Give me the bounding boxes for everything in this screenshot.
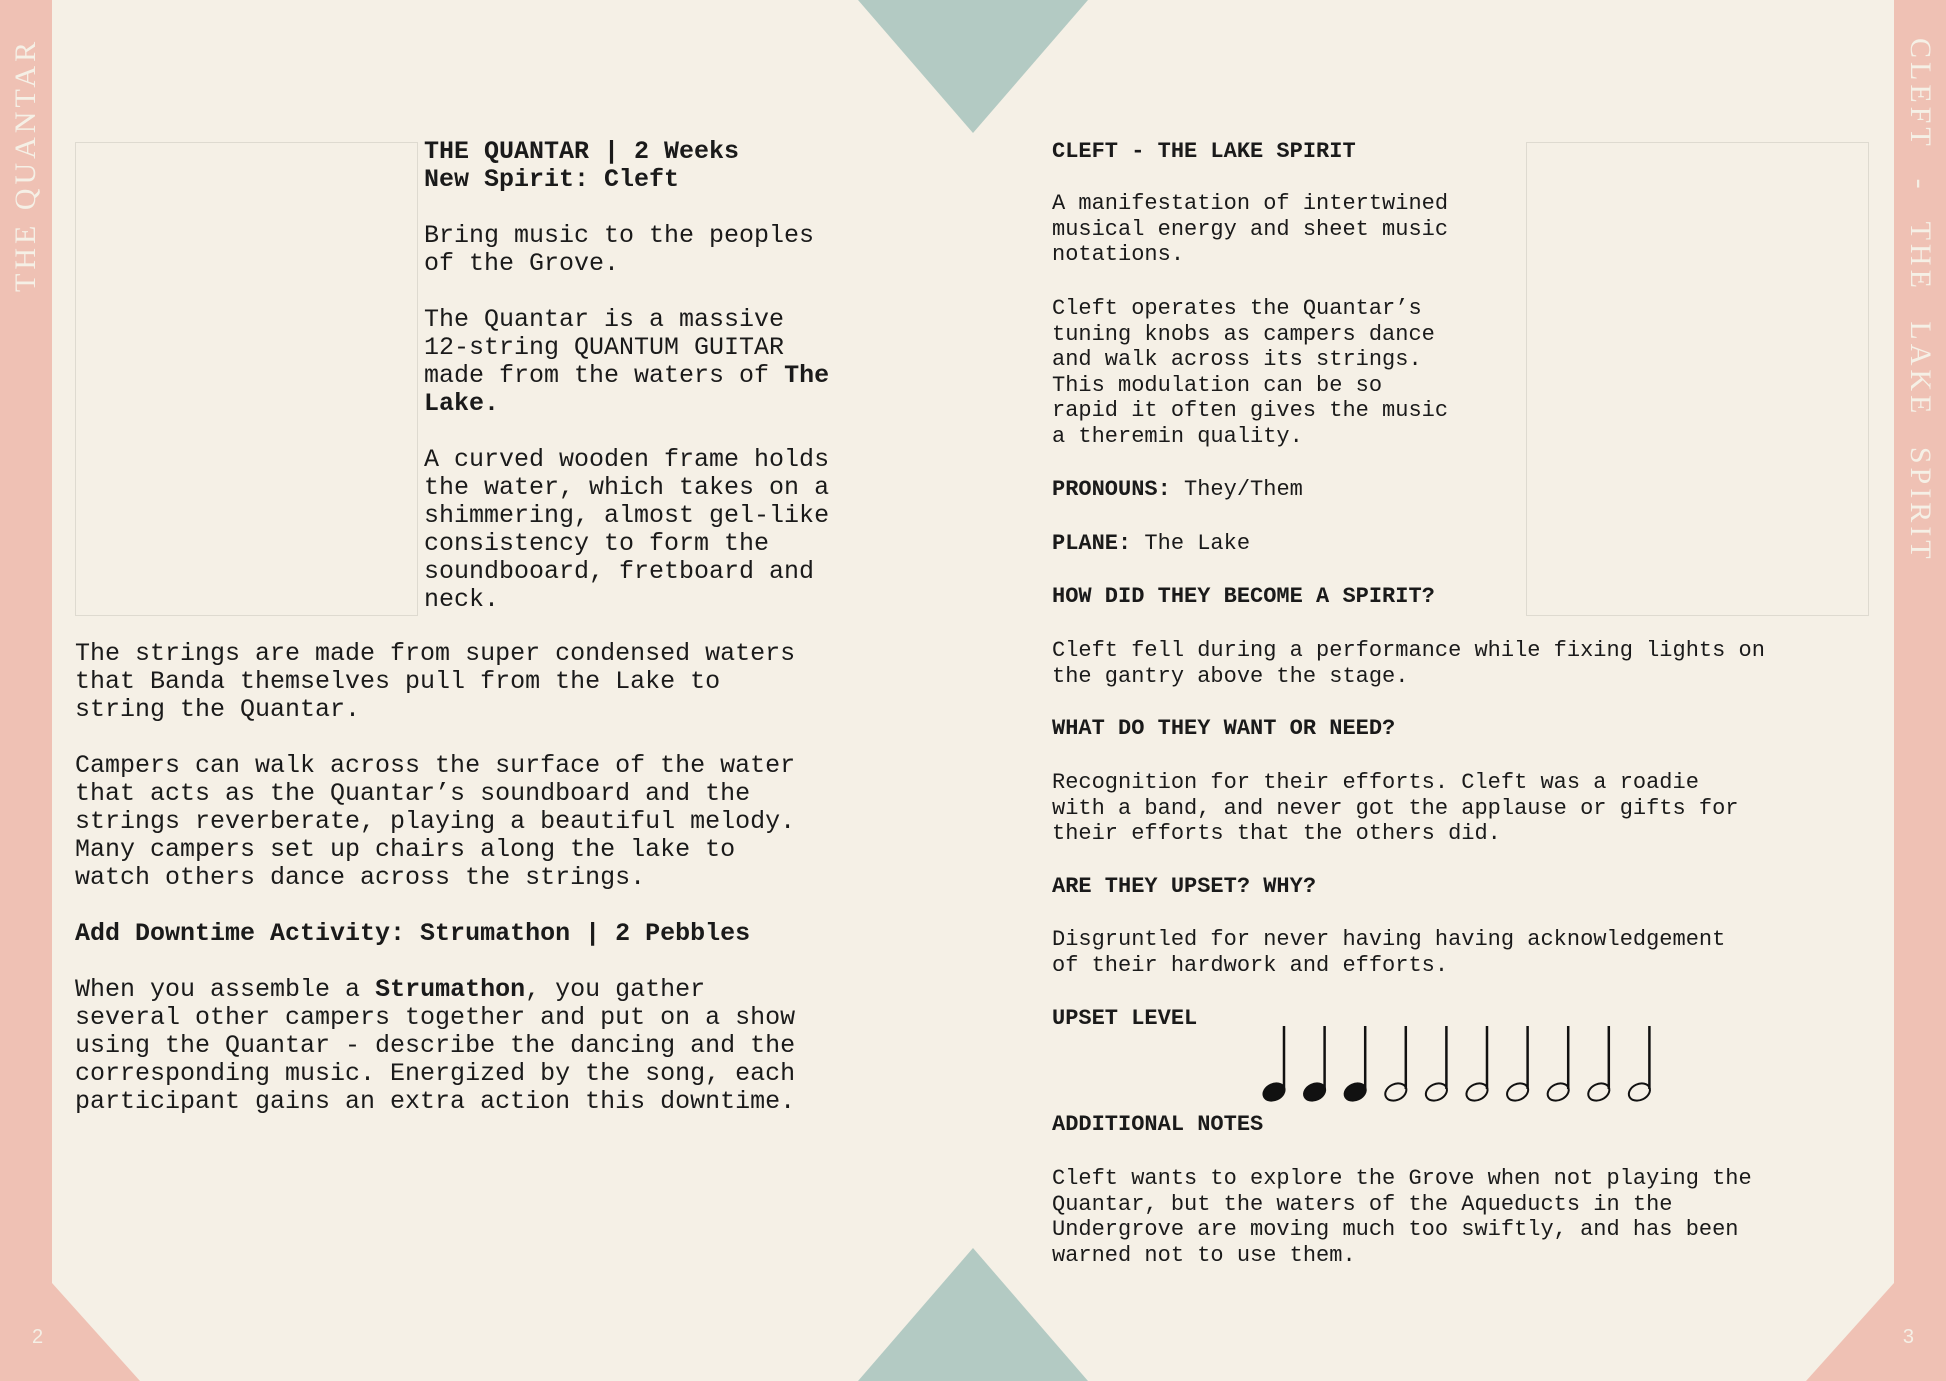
additional-notes-text: Cleft wants to explore the Grove when not playing the Quantar, but the waters of the Aqueducts in the Undergrove are moving much too swiftly, and has been warned not to use them.	[1052, 1166, 1752, 1268]
right-side-title: CLEFT - THE LAKE SPIRIT	[1904, 38, 1937, 563]
activity-paragraph: When you assemble a Strumathon, you gather several other campers together and put on a show using the Quantar - describe the dancing and the corresponding music. Energized by the song, each participant gains an extra action this downtime.	[75, 975, 796, 1116]
quantar-heading: THE QUANTAR | 2 Weeks	[424, 137, 740, 166]
want-question: WHAT DO THEY WANT OR NEED?	[1052, 716, 1396, 741]
upset-note-filled	[1342, 1026, 1369, 1104]
activity-heading: Add Downtime Activity: Strumathon | 2 Pebbles	[75, 919, 751, 948]
right-corner-triangle	[1806, 1283, 1894, 1381]
new-spirit-heading: New Spirit: Cleft	[424, 165, 680, 194]
top-center-triangle	[858, 0, 1088, 133]
description-paragraph-a: The Quantar is a massive 12-string QUANTUM GUITAR made from the waters of The Lake.	[424, 305, 830, 418]
additional-notes-label: ADDITIONAL NOTES	[1052, 1112, 1264, 1137]
upset-note-empty	[1585, 1026, 1612, 1104]
pronouns-line: PRONOUNS: They/Them	[1052, 477, 1303, 502]
left-side-title: THE QUANTAR	[9, 38, 42, 293]
description-paragraph-b: A curved wooden frame holds the water, which takes on a shimmering, almost gel-like consistency to form the soundbooard, fretboard and neck.	[424, 445, 830, 614]
left-corner-triangle	[52, 1283, 140, 1381]
upset-note-empty	[1504, 1026, 1531, 1104]
right-side-band	[1894, 0, 1946, 1381]
upset-note-empty	[1626, 1026, 1653, 1104]
upset-question: ARE THEY UPSET? WHY?	[1052, 874, 1317, 899]
strings-paragraph: The strings are made from super condensed waters that Banda themselves pull from the Lake to string the Quantar.	[75, 639, 796, 724]
upset-note-empty	[1423, 1026, 1450, 1104]
upset-answer: Disgruntled for never having having acknowledgement of their hardwork and efforts.	[1052, 927, 1726, 978]
campers-paragraph: Campers can walk across the surface of the water that acts as the Quantar’s soundboard and the strings reverberate, playing a beautiful melody. Many campers set up chairs along the lake to watch others dance across the strings.	[75, 751, 796, 892]
spirit-answer: Cleft fell during a performance while fixing lights on the gantry above the stage.	[1052, 638, 1765, 689]
upset-note-filled	[1261, 1026, 1288, 1104]
intro-paragraph: Bring music to the peoples of the Grove.	[424, 221, 815, 278]
left-side-band	[0, 0, 52, 1381]
cleft-heading: CLEFT - THE LAKE SPIRIT	[1052, 139, 1356, 164]
plane-line: PLANE: The Lake	[1052, 531, 1251, 556]
upset-note-filled	[1301, 1026, 1328, 1104]
upset-note-empty	[1464, 1026, 1491, 1104]
upset-note-empty	[1545, 1026, 1572, 1104]
cleft-image-placeholder	[1526, 142, 1869, 616]
upset-level-label: UPSET LEVEL	[1052, 1006, 1198, 1031]
want-answer: Recognition for their efforts. Cleft was a roadie with a band, and never got the applause or gifts for their efforts that the others did.	[1052, 770, 1739, 846]
operates-paragraph: Cleft operates the Quantar’s tuning knobs as campers dance and walk across its strings. This modulation can be so rapid it often gives the music a theremin quality.	[1052, 296, 1449, 449]
upset-level-notes	[1260, 1024, 1670, 1104]
spirit-question: HOW DID THEY BECOME A SPIRIT?	[1052, 584, 1435, 609]
manifest-paragraph: A manifestation of intertwined musical energy and sheet music notations.	[1052, 191, 1449, 267]
page-number-right: 3	[1902, 1326, 1914, 1348]
quantar-image-placeholder	[75, 142, 418, 616]
page-number-left: 2	[32, 1326, 44, 1348]
upset-note-empty	[1382, 1026, 1409, 1104]
